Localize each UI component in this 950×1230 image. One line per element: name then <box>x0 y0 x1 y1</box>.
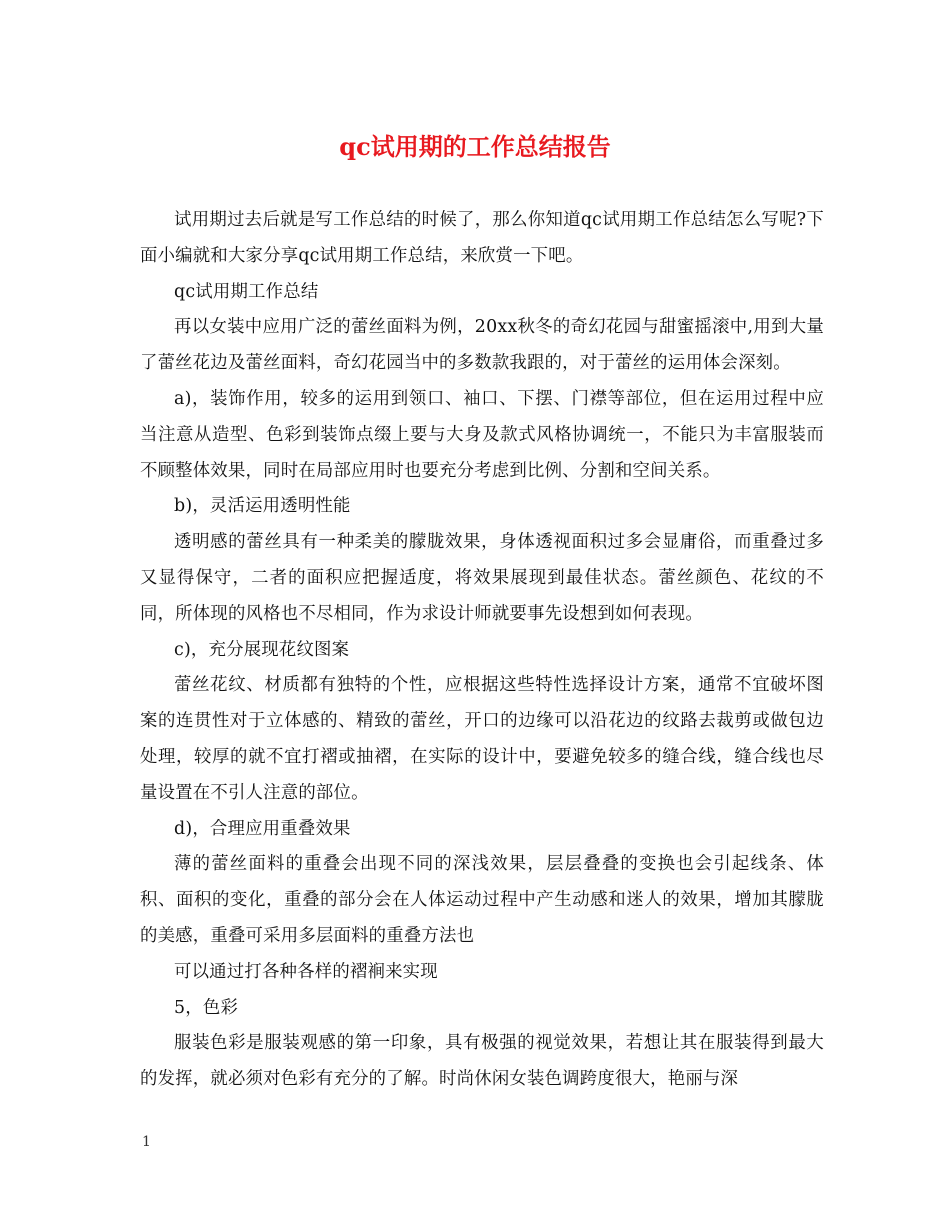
paragraph-subheading: qc试用期工作总结 <box>174 281 319 302</box>
paragraph-lace-example: 再以女装中应用广泛的蕾丝面料为例，20xx秋冬的奇幻花园与甜蜜摇滚中,用到大量了蕾丝花边及蕾丝面料，奇幻花园当中的多数款我跟的，对于蕾丝的运用体会深刻。 <box>140 317 824 374</box>
paragraph-pleats: 可以通过打各种各样的褶裥来实现 <box>174 961 438 982</box>
document-body <box>140 203 824 1098</box>
paragraph-color: 服装色彩是服装观感的第一印象，具有极强的视觉效果，若想让其在服装得到最大的发挥，就必须对色彩有充分的了解。时尚休闲女装色调跨度很大，艳丽与深 <box>140 1033 824 1090</box>
paragraph-item-c-heading: c)，充分展现花纹图案 <box>174 639 350 660</box>
document-title: qc试用期的工作总结报告 <box>339 132 611 161</box>
paragraph-item-c: 蕾丝花纹、材质都有独特的个性，应根据这些特性选择设计方案，通常不宜破坏图案的连贯性对于立体感的、精致的蕾丝，开口的边缘可以沿花边的纹路去裁剪或做包边处理，较厚的就不宜打褶或抽褶，在实际的设计中，要避免较多的缝合线，缝合线也尽量设置在不引人注意的部位。 <box>140 675 824 803</box>
paragraph-item-a: a)，装饰作用，较多的运用到领口、袖口、下摆、门襟等部位，但在运用过程中应当注意从造型、色彩到装饰点缀上要与大身及款式风格协调统一，不能只为丰富服装而不顾整体效果，同时在局部应用时也要充分考虑到比例、分割和空间关系。 <box>140 388 824 481</box>
paragraph-item-b: 透明感的蕾丝具有一种柔美的朦胧效果，身体透视面积过多会显庸俗，而重叠过多又显得保守，二者的面积应把握适度，将效果展现到最佳状态。蕾丝颜色、花纹的不同，所体现的风格也不尽相同，作为求设计师就要事先设想到如何表现。 <box>140 532 824 624</box>
paragraph-item-d-heading: d)，合理应用重叠效果 <box>174 818 351 839</box>
paragraph-color-heading: 5，色彩 <box>174 997 239 1018</box>
paragraph-intro: 试用期过去后就是写工作总结的时候了，那么你知道qc试用期工作总结怎么写呢?下面小编就和大家分享qc试用期工作总结，来欣赏一下吧。 <box>140 210 824 266</box>
page-number: 1 <box>142 1134 151 1150</box>
paragraph-item-d: 薄的蕾丝面料的重叠会出现不同的深浅效果，层层叠叠的变换也会引起线条、体积、面积的变化，重叠的部分会在人体运动过程中产生动感和迷人的效果，增加其朦胧的美感，重叠可采用多层面料的重叠方法也 <box>140 854 824 946</box>
paragraph-item-b-heading: b)，灵活运用透明性能 <box>174 496 351 517</box>
